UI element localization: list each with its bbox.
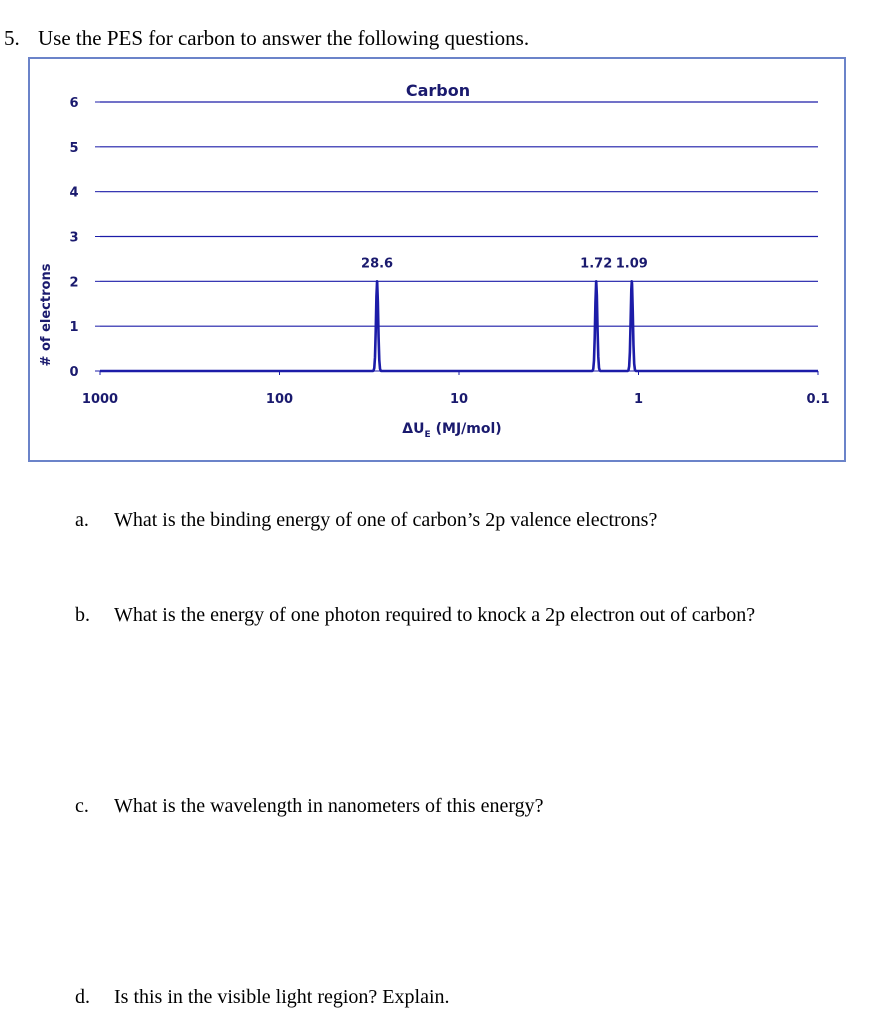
question-number: 5. (4, 26, 20, 50)
sub-question-text: What is the binding energy of one of carbon’s 2p valence electrons? (114, 509, 658, 531)
x-tick-label: 1 (633, 392, 644, 407)
y-tick-label: 6 (69, 96, 79, 111)
peak-label: 28.6 (361, 256, 394, 272)
sub-question-letter: b. (75, 604, 90, 626)
sub-question-text: What is the energy of one photon required to knock a 2p electron out of carbon? (114, 604, 756, 626)
sub-question-letter: d. (75, 986, 90, 1008)
axes (95, 102, 818, 375)
y-tick-label: 0 (69, 365, 79, 380)
peak-label: 1.09 (615, 256, 648, 272)
question-header (4, 26, 529, 51)
x-tick-label: 100 (265, 392, 294, 407)
peak-labels (361, 256, 648, 271)
y-axis-label: # of electrons (39, 263, 54, 367)
x-axis-label-main: ΔU (402, 421, 425, 437)
sub-question-c (75, 795, 544, 818)
x-axis-label (402, 421, 501, 440)
y-tick-label: 3 (69, 230, 79, 246)
grid-lines (100, 102, 818, 326)
x-tick-label: 10 (449, 392, 469, 407)
question-text: Use the PES for carbon to answer the following questions. (38, 26, 530, 50)
sub-question-letter: c. (75, 795, 89, 817)
y-tick-label: 4 (69, 185, 79, 201)
pes-chart-frame (28, 57, 846, 462)
peak-label: 1.72 (580, 256, 613, 272)
y-tick-label: 1 (69, 320, 79, 336)
x-axis-label-subscript: E (424, 430, 431, 440)
sub-question-text: What is the wavelength in nanometers of this energy? (114, 795, 544, 817)
sub-question-d (75, 986, 450, 1009)
pes-chart (30, 59, 844, 460)
sub-question-letter: a. (75, 509, 89, 531)
sub-question-text: Is this in the visible light region? Explain. (114, 986, 450, 1008)
y-tick-label: 5 (69, 140, 79, 156)
sub-question-a (75, 509, 657, 532)
y-tick-label: 2 (69, 275, 79, 291)
tick-labels (69, 96, 829, 407)
x-axis-label-units: (MJ/mol) (435, 421, 502, 437)
chart-title: Carbon (405, 81, 471, 100)
x-tick-label: 1000 (81, 392, 119, 407)
x-tick-label: 0.1 (806, 392, 830, 407)
sub-question-b (75, 604, 755, 627)
